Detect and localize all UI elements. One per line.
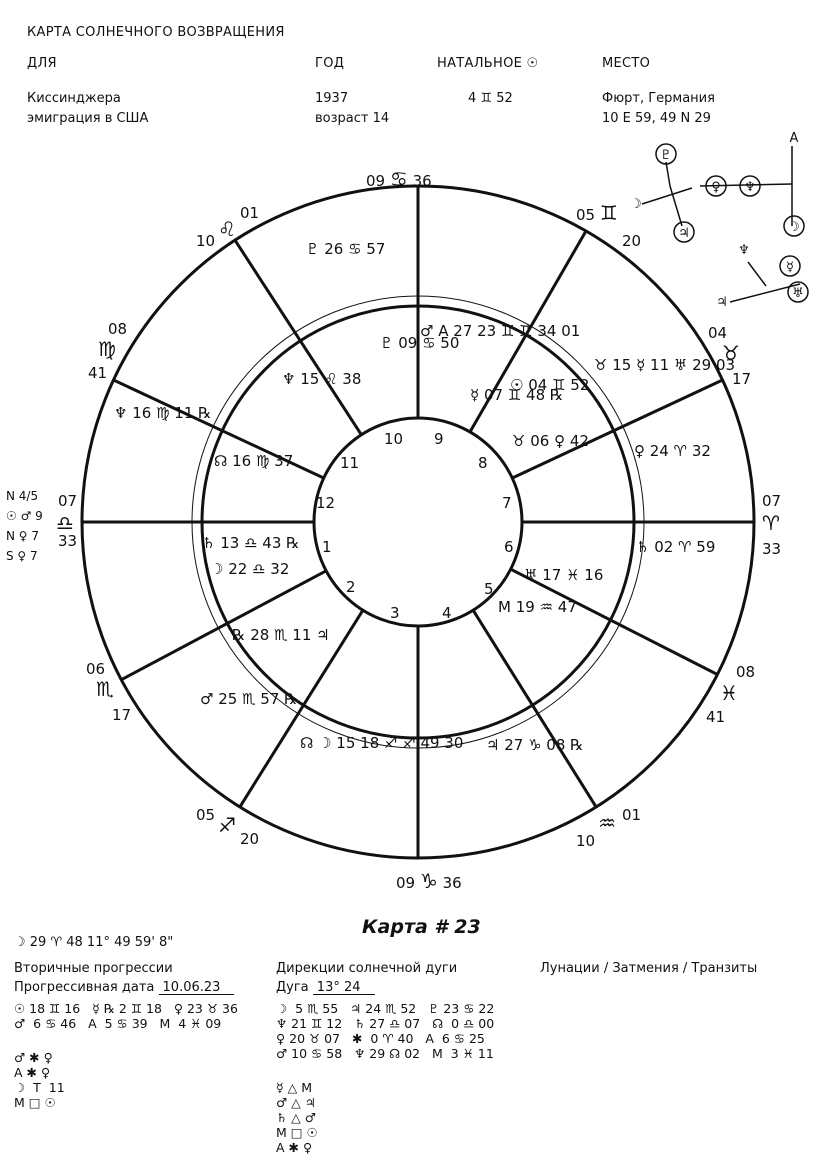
- progression-aspect: ♂ ✱ ♀: [14, 1050, 53, 1065]
- cusp-6-minutes: 41: [706, 708, 726, 726]
- cusp-9-label: 05 ♊: [576, 201, 618, 225]
- chart-number: Карта # 23: [362, 916, 481, 938]
- cusp-3-label: 05: [196, 806, 216, 824]
- cusp-8-sign: ♉: [722, 341, 740, 365]
- subject-event: эмиграция в США: [27, 111, 149, 126]
- lunations-heading: Лунации / Затмения / Транзиты: [540, 961, 758, 976]
- house-number-3: 3: [390, 604, 400, 622]
- cusp-7-minutes: 33: [762, 540, 782, 558]
- label-place: МЕСТО: [602, 56, 651, 71]
- progression-positions: [14, 1001, 238, 1031]
- taurus-venus-inner: ♉ 06 ♀ 42: [512, 432, 589, 450]
- jupiter-outer: ♃ 27 ♑ 08 ℞: [486, 736, 584, 754]
- cusp-7-sign: ♈: [762, 511, 780, 535]
- place-name: Фюрт, Германия: [602, 91, 715, 106]
- house-number-10: 10: [384, 430, 404, 448]
- progression-date-row: [14, 981, 234, 995]
- solar-arc-aspect: ♂ △ ♃: [276, 1095, 316, 1110]
- cusp-6-label: 08: [736, 663, 756, 681]
- cusp-7-label: 07: [762, 492, 782, 510]
- side-note-1: N 4/5: [6, 489, 39, 503]
- diagram-pluto-icon: ♇: [660, 148, 672, 163]
- retro-outer: ℞ 28 ♏ 11 ♃: [232, 626, 330, 644]
- solar-arc-value: 13° 24: [313, 981, 375, 995]
- solar-arc-position-row: ☽ 5 ♏ 55 ♃ 24 ♏ 52 ♇ 23 ♋ 22: [276, 1001, 495, 1016]
- progressions-heading: Вторичные прогрессии: [14, 961, 173, 976]
- solar-arc-position-row: ♀ 20 ♉ 07 ✱ 0 ♈ 40 A 6 ♋ 25: [276, 1031, 485, 1046]
- house-number-8: 8: [478, 454, 488, 472]
- chart-title-header: КАРТА СОЛНЕЧНОГО ВОЗВРАЩЕНИЯ: [27, 25, 285, 40]
- cusp-2-minutes: 17: [112, 706, 132, 724]
- moon-position-line: ☽ 29 ♈ 48 11° 49 59' 8": [14, 935, 174, 950]
- house-number-12: 12: [316, 494, 336, 512]
- cusp-10-label: 09 ♋ 36: [366, 167, 432, 191]
- house-number-4: 4: [442, 604, 452, 622]
- solar-arc-position-row: ♆ 21 ♊ 12 ♄ 27 ♎ 07 ☊ 0 ♎ 00: [276, 1016, 495, 1031]
- cusp-11-sign: ♌: [218, 217, 236, 241]
- cusp-11-minutes: 01: [240, 204, 260, 222]
- cusp-2-label: 06: [86, 660, 106, 678]
- saturn-outer: ♄ 02 ♈ 59: [636, 538, 716, 556]
- side-note-4: S ♀ 7: [6, 549, 38, 563]
- cusp-12-sign: ♍: [98, 337, 116, 361]
- pluto-inner: ♇ 09 ♋ 50: [380, 334, 460, 352]
- diagram-jupiter-icon: ♃: [678, 226, 690, 241]
- diagram2-jupiter-icon: ♃: [716, 295, 728, 310]
- pluto-outer: ♇ 26 ♋ 57: [306, 240, 386, 258]
- cusp-6-sign: ♓: [720, 681, 738, 705]
- natal-sun-value: 4 ♊ 52: [468, 91, 513, 106]
- progression-date-value: 10.06.23: [159, 981, 235, 995]
- return-year: 1937: [315, 91, 349, 106]
- progression-aspects: [14, 1050, 65, 1110]
- cusp-1-label: 07: [58, 492, 78, 510]
- house-number-1: 1: [322, 538, 332, 556]
- cusp-5-minutes: 01: [622, 806, 642, 824]
- cusp-12-label: 08: [108, 320, 128, 338]
- label-year: ГОД: [315, 56, 345, 71]
- house-number-7: 7: [502, 494, 512, 512]
- solar-arc-label: Дуга: [276, 980, 309, 995]
- mars-asc-inner: ♂ A 27 23 ♊ ♊ 34 01: [420, 322, 581, 340]
- solar-arc-aspect: A ✱ ♀: [276, 1140, 313, 1155]
- cusp-5-sign: ♒: [598, 811, 616, 835]
- subject-name: Киссинджера: [27, 91, 121, 106]
- house-number-5: 5: [484, 580, 494, 598]
- neptune-outer-2: ♆ 15 ♌ 38: [282, 370, 362, 388]
- uranus-outer: ♅ 17 ♓ 16: [524, 566, 604, 584]
- house-number-2: 2: [346, 578, 356, 596]
- solar-arc-aspect: ♄ △ ♂: [276, 1110, 316, 1125]
- cusp-1-minutes: 33: [58, 532, 78, 550]
- diagram2-neptune-icon: ♆: [738, 243, 750, 258]
- cusp-3-sign: ♐: [218, 813, 236, 837]
- side-note-2: ☉ ♂ 9: [6, 509, 43, 523]
- label-for: ДЛЯ: [27, 56, 57, 71]
- progression-date-label: Прогрессивная дата: [14, 980, 155, 995]
- solar-arc-aspect: ☿ △ M: [276, 1080, 313, 1095]
- cusp-5-label: 10: [576, 832, 596, 850]
- solar-arc-position-row: ♂ 10 ♋ 58 ♆ 29 ☊ 02 M 3 ♓ 11: [276, 1046, 494, 1061]
- moon-outer: ☽ 22 ♎ 32: [210, 560, 290, 578]
- progression-aspect: ☽ T 11: [14, 1080, 65, 1095]
- mars-outer: ♂ 25 ♏ 57 ℞: [200, 690, 298, 708]
- diagram-moon-icon-2: ☽: [788, 220, 800, 235]
- cusp-12-minutes: 41: [88, 364, 108, 382]
- progression-row: ☉ 18 ♊ 16 ☿ ℞ 2 ♊ 18 ♀ 23 ♉ 36: [14, 1001, 238, 1016]
- cusp-1-sign: ♎: [56, 511, 74, 535]
- cusp-3-minutes: 20: [240, 830, 260, 848]
- house-cusp-line: [473, 610, 596, 807]
- mercury-inner: ☿ 07 ♊ 48 ℞: [470, 386, 564, 404]
- node-moon-outer: ☊ ☽ 15 18 ♐ ♐ 49 30: [300, 734, 464, 752]
- house-cusp-line: [235, 240, 361, 435]
- progression-aspect: M □ ☉: [14, 1095, 56, 1110]
- progression-row: ♂ 6 ♋ 46 A 5 ♋ 39 M 4 ♓ 09: [14, 1016, 222, 1031]
- cusp-11-label: 10: [196, 232, 216, 250]
- midheaven-outer: M 19 ♒ 47: [498, 598, 577, 616]
- solar-arc-heading: Дирекции солнечной дуги: [276, 961, 458, 976]
- diagram2-mercury-icon: ☿: [786, 260, 794, 275]
- neptune-outer: ♆ 16 ♍ 11 ℞: [114, 404, 212, 422]
- solar-arc-row: [276, 981, 375, 995]
- diagram-venus-icon: ♀: [711, 180, 721, 195]
- house-number-6: 6: [504, 538, 514, 556]
- cusp-8-label: 04: [708, 324, 728, 342]
- place-coordinates: 10 E 59, 49 N 29: [602, 111, 711, 126]
- cusp-2-sign: ♏: [96, 677, 114, 701]
- taurus-cluster-inner: ♉ 15 ☿ 11 ♅ 29 03: [594, 356, 736, 374]
- label-natal-sun: НАТАЛЬНОЕ ☉: [437, 56, 539, 71]
- diagram-asc-label: A: [789, 131, 799, 146]
- cusp-8-minutes: 17: [732, 370, 752, 388]
- side-note-3: N ♀ 7: [6, 529, 40, 543]
- diagram-moon-icon: ☽: [630, 197, 642, 212]
- cusp-4-label: 09 ♑ 36: [396, 869, 462, 893]
- house-cusp-line: [511, 569, 718, 674]
- progression-aspect: A ✱ ♀: [14, 1065, 51, 1080]
- venus-outer: ♀ 24 ♈ 32: [634, 442, 711, 460]
- solar-arc-positions: [276, 1001, 494, 1061]
- node-outer: ☊ 16 ♍ 37: [214, 452, 294, 470]
- diagram2-uranus-icon: ♅: [792, 286, 804, 301]
- house-number-9: 9: [434, 430, 444, 448]
- age-value: возраст 14: [315, 111, 390, 126]
- saturn-outer-2: ♄ 13 ♎ 43 ℞: [202, 534, 300, 552]
- solar-arc-aspects: [276, 1080, 318, 1155]
- solar-arc-aspect: M □ ☉: [276, 1125, 318, 1140]
- sun-inner: ☉ 04 ♊ 52: [510, 376, 590, 394]
- cusp-9-minutes: 20: [622, 232, 642, 250]
- diagram-neptune-icon: ♆: [744, 180, 756, 195]
- house-number-11: 11: [340, 454, 360, 472]
